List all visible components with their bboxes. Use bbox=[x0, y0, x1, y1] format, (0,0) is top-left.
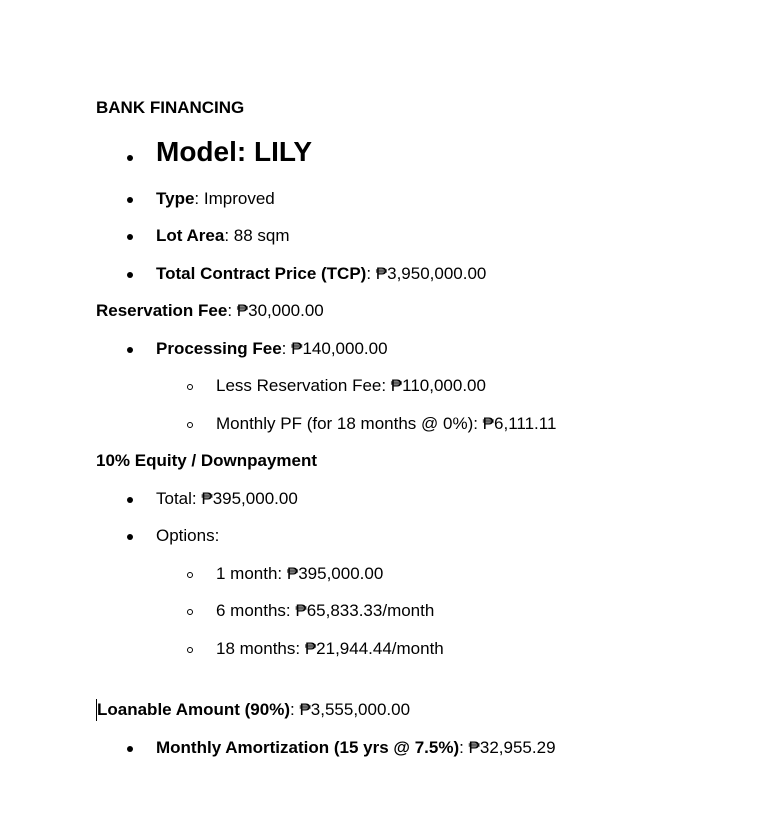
sub-bullet-icon bbox=[187, 647, 193, 653]
lot-area-value: : 88 sqm bbox=[224, 226, 290, 245]
sub-bullet-icon bbox=[187, 572, 193, 578]
loanable-value: : ₱3,555,000.00 bbox=[290, 700, 411, 719]
options-item: Options: bbox=[156, 526, 220, 545]
sub-bullet-icon bbox=[187, 422, 193, 428]
bullet-icon bbox=[127, 534, 133, 540]
loanable-amount-line[interactable] bbox=[97, 700, 410, 720]
equity-total-item: Total: ₱395,000.00 bbox=[156, 489, 298, 508]
sub-bullet-icon bbox=[187, 609, 193, 615]
equity-heading: 10% Equity / Downpayment bbox=[96, 451, 318, 470]
monthly-amortization-item bbox=[156, 738, 556, 758]
section-heading-bank-financing: BANK FINANCING bbox=[96, 98, 245, 117]
less-reservation-item: Less Reservation Fee: ₱110,000.00 bbox=[216, 376, 486, 395]
bullet-icon bbox=[127, 155, 133, 161]
reservation-label: Reservation Fee bbox=[96, 301, 228, 320]
processing-fee-item bbox=[156, 339, 388, 359]
lot-area-item bbox=[156, 226, 290, 246]
type-label: Type bbox=[156, 189, 195, 208]
reservation-value: : ₱30,000.00 bbox=[227, 301, 324, 320]
type-item bbox=[156, 189, 275, 209]
bullet-icon bbox=[127, 347, 133, 353]
loanable-label: Loanable Amount (90%) bbox=[97, 700, 290, 719]
processing-label: Processing Fee bbox=[156, 339, 282, 358]
lot-area-label: Lot Area bbox=[156, 226, 225, 245]
bullet-icon bbox=[127, 197, 133, 203]
type-value: : Improved bbox=[194, 189, 275, 208]
option-6-months: 6 months: ₱65,833.33/month bbox=[216, 601, 435, 620]
tcp-value: : ₱3,950,000.00 bbox=[366, 264, 487, 283]
model-title: Model: LILY bbox=[156, 136, 313, 167]
bullet-icon bbox=[127, 746, 133, 752]
bullet-icon bbox=[127, 272, 133, 278]
amortization-value: : ₱32,955.29 bbox=[459, 738, 556, 757]
processing-value: : ₱140,000.00 bbox=[281, 339, 388, 358]
tcp-label: Total Contract Price (TCP) bbox=[156, 264, 367, 283]
bullet-icon bbox=[127, 234, 133, 240]
option-18-months: 18 months: ₱21,944.44/month bbox=[216, 639, 444, 658]
bullet-icon bbox=[127, 497, 133, 503]
tcp-item bbox=[156, 264, 486, 284]
option-1-month: 1 month: ₱395,000.00 bbox=[216, 564, 384, 583]
amortization-label: Monthly Amortization (15 yrs @ 7.5%) bbox=[156, 738, 460, 757]
sub-bullet-icon bbox=[187, 384, 193, 390]
reservation-fee-line bbox=[96, 301, 324, 321]
monthly-pf-item: Monthly PF (for 18 months @ 0%): ₱6,111.11 bbox=[216, 414, 557, 433]
